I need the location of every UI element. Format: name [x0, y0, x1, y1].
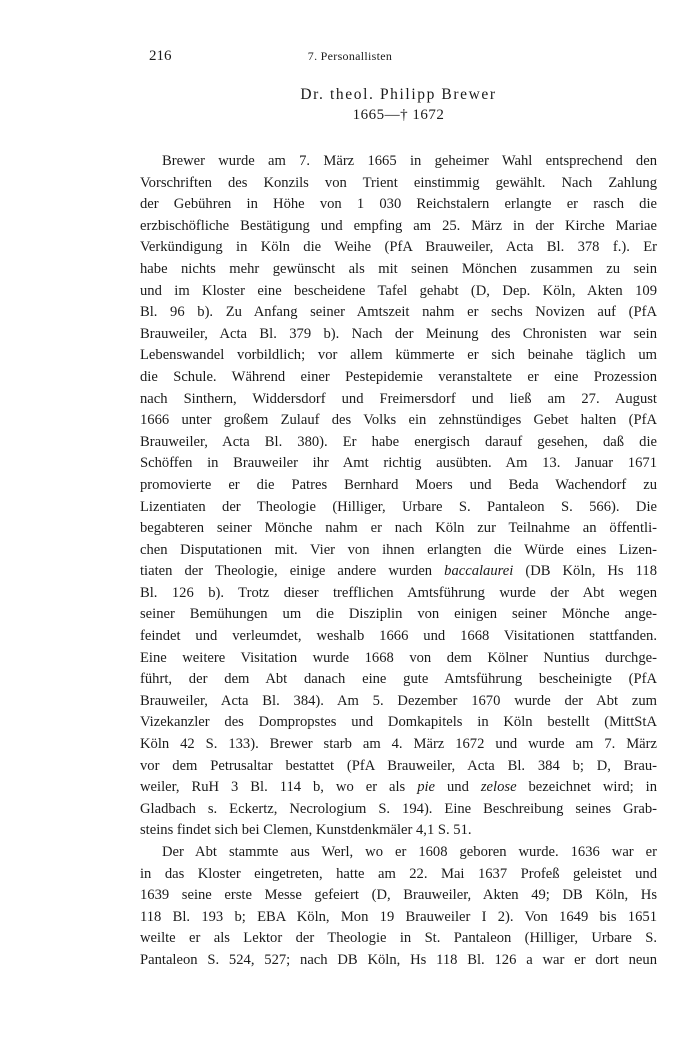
text-line: Brewer wurde am 7. März 1665 in geheimer Wahl entsprechend den	[162, 153, 657, 169]
entry-title: Dr. theol. Philipp Brewer	[300, 86, 497, 103]
entry-dates: 1665—† 1672	[352, 107, 445, 123]
text-line: promovierte er die Patres Bernhard Moers und Beda Wachendorf zu	[140, 476, 657, 493]
text-line: Bl. 96 b). Zu Anfang seiner Amtszeit nahm er sechs Novizen auf (PfA	[140, 304, 657, 321]
text-line: 1639 seine erste Messe gefeiert (D, Brauweiler, Akten 49; DB Köln, Hs	[140, 887, 657, 904]
text-line: vor dem Petrusaltar bestattet (PfA Brauweiler, Acta Bl. 384 b; D, Brau-	[140, 757, 657, 774]
text-line: die Schule. Während einer Pestepidemie veranstaltete er eine Prozession	[140, 368, 657, 385]
text-run: bezeichnet wird; in	[516, 779, 657, 796]
italic-term: baccalaurei	[444, 563, 514, 580]
paragraph-1	[140, 151, 657, 842]
page-number: 216	[149, 48, 172, 64]
running-head: 7. Personallisten	[307, 49, 393, 63]
text-line: habe nichts mehr gewünscht als mit seinen Mönchen zusammen zu sein	[140, 260, 657, 277]
text-line: und im Kloster eine bescheidene Tafel gehabt (D, Dep. Köln, Akten 109	[140, 282, 657, 299]
text-line: Pantaleon S. 524, 527; nach DB Köln, Hs 118 Bl. 126 a war er dort neun	[140, 951, 657, 968]
text-line: Brauweiler, Acta Bl. 380). Er habe energisch darauf gesehen, daß die	[140, 433, 657, 450]
text-line: Lizentiaten der Theologie (Hilliger, Urbare S. Pantaleon S. 566). Die	[140, 498, 657, 515]
text-line: begabteren seiner Mönche nahm er nach Köln zur Teilnahme an öffentli-	[140, 520, 657, 537]
text-line: Brauweiler, Acta Bl. 384). Am 5. Dezember 1670 wurde der Abt zum	[140, 692, 657, 709]
text-line: 1666 unter großem Zulauf des Volks ein zehnstündiges Gebet halten (PfA	[140, 412, 657, 429]
entry-heading	[140, 84, 657, 126]
text-line: feindet und verleumdet, weshalb 1666 und 1668 Visitationen stattfanden.	[140, 628, 657, 645]
body-text	[140, 151, 657, 972]
text-line: Brauweiler, Acta Bl. 379 b). Nach der Meinung des Chronisten war sein	[140, 325, 657, 342]
text-line: Schöffen in Brauweiler ihr Amt richtig ausübten. Am 13. Januar 1671	[140, 455, 657, 472]
text-line: 118 Bl. 193 b; EBA Köln, Mon 19 Brauweiler I 2). Von 1649 bis 1651	[140, 908, 657, 925]
text-line: führt, der dem Abt danach eine gute Amtsführung bescheinigte (PfA	[140, 671, 657, 688]
text-line: Verkündigung in Köln die Weihe (PfA Brauweiler, Acta Bl. 378 f.). Er	[140, 239, 657, 256]
text-run: und	[435, 779, 481, 796]
text-run: tiaten der Theologie, einige andere wurden	[140, 563, 445, 580]
text-line: weilte er als Lektor der Theologie in St. Pantaleon (Hilliger, Urbare S.	[140, 930, 657, 947]
text-line: Bl. 126 b). Trotz dieser trefflichen Amtsführung wurde der Abt wegen	[140, 584, 657, 601]
text-line: chen Disputationen mit. Vier von ihnen erlangten die Würde eines Lizen-	[140, 541, 657, 558]
text-line: Lebenswandel vorbildlich; vor allem kümmerte er sich beinahe täglich um	[140, 347, 657, 364]
text-run: weiler, RuH 3 Bl. 114 b, wo er als	[140, 779, 418, 796]
text-line	[140, 777, 657, 799]
text-line	[140, 561, 657, 583]
text-line: Vizekanzler des Dompropstes und Domkapitels in Köln bestellt (MittStA	[140, 714, 657, 731]
italic-term: zelose	[480, 779, 517, 796]
text-line: Der Abt stammte aus Werl, wo er 1608 geboren wurde. 1636 war er	[162, 844, 657, 860]
italic-term: pie	[417, 779, 436, 796]
text-line: Vorschriften des Konzils von Trient einstimmig gewählt. Nach Zahlung	[140, 174, 657, 191]
paragraph-2	[140, 842, 657, 972]
text-line: steins findet sich bei Clemen, Kunstdenkmäler 4,1 S. 51.	[140, 822, 472, 839]
text-line: nach Sinthern, Widdersdorf und Freimersdorf und ließ am 27. August	[140, 390, 657, 407]
text-run: (DB Köln, Hs 118	[513, 563, 657, 580]
text-line: Gladbach s. Eckertz, Necrologium S. 194). Eine Beschreibung seines Grab-	[140, 800, 657, 817]
text-line: Eine weitere Visitation wurde 1668 von dem Kölner Nuntius durchge-	[140, 649, 657, 666]
text-line: seiner Bemühungen um die Disziplin von einigen seiner Mönche ange-	[140, 606, 657, 623]
text-line: Köln 42 S. 133). Brewer starb am 4. März 1672 und wurde am 7. März	[140, 736, 657, 753]
text-line: der Gebühren in Höhe von 1 030 Reichstalern erlangte er rasch die	[140, 196, 657, 213]
text-line: erzbischöfliche Bestätigung und empfing am 25. März in der Kirche Mariae	[140, 217, 657, 234]
text-line: in das Kloster eingetreten, hatte am 22. Mai 1637 Profeß geleistet und	[140, 865, 657, 882]
